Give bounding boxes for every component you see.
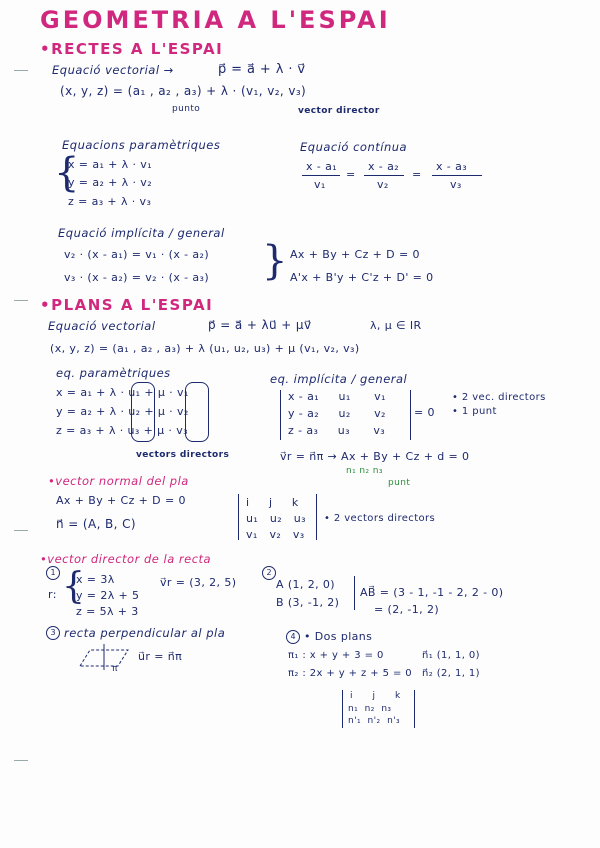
- plans-vectorial-formula: p⃗ = a⃗ + λu⃗ + μv⃗: [208, 318, 312, 332]
- example-number-3: 3: [46, 626, 60, 640]
- ex4-plane-2: π₂ : 2x + y + z + 5 = 0: [288, 668, 413, 679]
- det-cell: u₃: [337, 424, 350, 437]
- normal-n: n⃗ = (A, B, C): [56, 517, 136, 531]
- det-cell: i: [350, 691, 353, 701]
- fraction-line: [364, 175, 404, 176]
- det-cell: u₂: [269, 512, 283, 525]
- det-row-3: [288, 424, 385, 437]
- rectes-param-x: x = a₁ + λ · v₁: [68, 158, 152, 171]
- n-labels: n₁ n₂ n₃: [346, 466, 383, 476]
- rectes-param-label: Equacions paramètriques: [62, 138, 221, 152]
- rectes-implicita-result-2: A'x + B'y + C'z + D' = 0: [290, 271, 434, 284]
- plans-normal-eq: v⃗r = n⃗π → Ax + By + Cz + d = 0: [280, 450, 470, 463]
- plans-lambda-mu: λ, μ ∈ IR: [370, 319, 422, 332]
- det-cell: v₂: [374, 407, 386, 420]
- ex2-result: = (2, -1, 2): [374, 603, 440, 616]
- det-cell: n₃: [381, 704, 392, 714]
- det-cell: u₁: [338, 390, 351, 403]
- margin-tick: [14, 530, 28, 531]
- fraction-line: [302, 175, 340, 176]
- det-cell: j: [268, 496, 273, 509]
- rectes-implicita-label: Equació implícita / general: [58, 226, 225, 240]
- continua-den-1: v₁: [314, 178, 326, 191]
- director-heading: •vector director de la recta: [40, 552, 212, 566]
- plans-implicita-label: eq. implícita / general: [270, 372, 408, 386]
- plans-param-label: eq. paramètriques: [56, 366, 171, 380]
- ex1-vector: v⃗r = (3, 2, 5): [160, 576, 237, 589]
- continua-den-3: v₃: [450, 178, 462, 191]
- det-equals-zero: = 0: [414, 406, 435, 419]
- det-cell: x - a₁: [288, 390, 320, 403]
- normal-det-row-2: [246, 512, 306, 525]
- example-number-1: 1: [46, 566, 60, 580]
- brace: {: [62, 566, 85, 607]
- det-cell: k: [394, 691, 401, 701]
- det-cell: k: [291, 496, 299, 509]
- u-column-oval: [131, 382, 155, 442]
- ex1-y: y = 2λ + 5: [76, 589, 140, 602]
- ex1-r: r:: [48, 588, 57, 601]
- det-cell: n₂: [364, 704, 375, 714]
- note-vec-directors: • 2 vec. directors: [452, 392, 546, 403]
- det-cell: y - a₂: [288, 407, 320, 420]
- ex1-z: z = 5λ + 3: [76, 605, 139, 618]
- plans-param-y: y = a₂ + λ · u₂ + μ · v₂: [56, 405, 189, 418]
- plane-sketch: [70, 642, 130, 672]
- label-vector-director: vector director: [298, 106, 380, 116]
- divider-bar: [354, 576, 355, 610]
- example-number-4: 4: [286, 630, 300, 644]
- margin-tick: [14, 760, 28, 761]
- rectes-implicita-2: v₃ · (x - a₂) = v₂ · (x - a₃): [64, 271, 210, 284]
- continua-den-2: v₂: [377, 178, 389, 191]
- ex4-normal-1: n⃗₁ (1, 1, 0): [422, 650, 480, 661]
- rectes-vectorial-formula: p⃗ = a⃗ + λ · v⃗: [218, 62, 306, 77]
- ex2-ab: AB⃗ = (3 - 1, -1 - 2, 2 - 0): [360, 586, 504, 599]
- det-cell: j: [372, 691, 376, 701]
- equals-sign: =: [412, 168, 422, 181]
- plans-vectorial-label: Equació vectorial: [48, 319, 156, 333]
- ex2-point-b: B (3, -1, 2): [276, 596, 340, 609]
- label-vectors-directors: vectors directors: [136, 450, 230, 460]
- plans-param-x: x = a₁ + λ · u₁ + μ · v₁: [56, 386, 189, 399]
- section-plans: •PLANS A L'ESPAI: [40, 296, 214, 314]
- v-column-oval: [185, 382, 209, 442]
- note-punt: • 1 punt: [452, 406, 497, 417]
- det-cell: v₂: [269, 528, 282, 541]
- det-cell: n'₃: [387, 716, 401, 726]
- rectes-param-y: y = a₂ + λ · v₂: [68, 176, 152, 189]
- ex1-x: x = 3λ: [76, 573, 115, 586]
- continua-num-3: x - a₃: [436, 160, 468, 173]
- plans-vectorial-expanded: (x, y, z) = (a₁ , a₂ , a₃) + λ (u₁, u₂, u₃) + μ (v₁, v₂, v₃): [50, 342, 360, 355]
- label-punt: punt: [388, 478, 411, 488]
- rectes-implicita-1: v₂ · (x - a₁) = v₁ · (x - a₂): [64, 248, 210, 261]
- normal-det-row-3: [246, 528, 305, 541]
- page-title: GEOMETRIA A L'ESPAI: [40, 6, 391, 34]
- margin-tick: [14, 70, 28, 71]
- det-cell: v₁: [374, 390, 386, 403]
- determinant-bar: [316, 494, 317, 540]
- det-cell: v₁: [246, 528, 258, 541]
- determinant-bar: [342, 690, 343, 728]
- continua-num-1: x - a₁: [306, 160, 338, 173]
- ex3-pi: π: [112, 664, 118, 674]
- rectes-implicita-result-1: Ax + By + Cz + D = 0: [290, 248, 420, 261]
- ex3-label: recta perpendicular al pla: [64, 626, 226, 640]
- det-cell: z - a₃: [288, 424, 319, 437]
- ex3-eq: u⃗r = n⃗π: [138, 650, 183, 663]
- det-row-1: [288, 390, 386, 403]
- det-cell: n₁: [348, 704, 359, 714]
- normal-det-row-1: [246, 496, 299, 509]
- determinant-bar: [238, 494, 239, 540]
- rectes-vectorial-expanded: (x, y, z) = (a₁ , a₂ , a₃) + λ · (v₁, v₂, v₃): [60, 84, 307, 98]
- label-punto: punto: [172, 104, 201, 114]
- rectes-continua-label: Equació contínua: [300, 140, 408, 154]
- rectes-param-z: z = a₃ + λ · v₃: [68, 195, 152, 208]
- ex4-plane-1: π₁ : x + y + 3 = 0: [288, 650, 384, 661]
- det-cell: i: [246, 496, 250, 509]
- det-cell: u₂: [338, 407, 351, 420]
- ex4-det-row-3: [348, 716, 400, 726]
- section-rectes: •RECTES A L'ESPAI: [40, 40, 224, 58]
- ex2-point-a: A (1, 2, 0): [276, 578, 335, 591]
- brace: }: [262, 238, 288, 284]
- det-cell: u₁: [246, 512, 259, 525]
- ex4-det-row-1: [350, 691, 401, 701]
- det-cell: v₃: [292, 528, 305, 541]
- normal-heading: •vector normal del pla: [48, 474, 189, 488]
- plans-param-z: z = a₃ + λ · u₃ + μ · v₃: [56, 424, 188, 437]
- ex4-normal-2: n⃗₂ (2, 1, 1): [422, 668, 480, 679]
- example-number-2: 2: [262, 566, 276, 580]
- det-cell: n'₂: [367, 716, 381, 726]
- equals-sign: =: [346, 168, 356, 181]
- normal-note: • 2 vectors directors: [324, 513, 436, 524]
- ex4-det-row-2: [348, 704, 391, 714]
- continua-num-2: x - a₂: [368, 160, 400, 173]
- fraction-line: [432, 175, 482, 176]
- det-cell: n'₁: [348, 716, 361, 726]
- margin-tick: [14, 300, 28, 301]
- brace: {: [54, 150, 80, 196]
- det-row-2: [288, 407, 386, 420]
- det-cell: u₃: [293, 512, 306, 525]
- rectes-vectorial-label: Equació vectorial →: [52, 63, 174, 77]
- determinant-bar: [410, 390, 411, 440]
- determinant-bar: [280, 390, 281, 440]
- ex4-label: • Dos plans: [304, 630, 373, 643]
- det-cell: v₃: [373, 424, 386, 437]
- normal-eq: Ax + By + Cz + D = 0: [56, 494, 186, 507]
- determinant-bar: [414, 690, 415, 728]
